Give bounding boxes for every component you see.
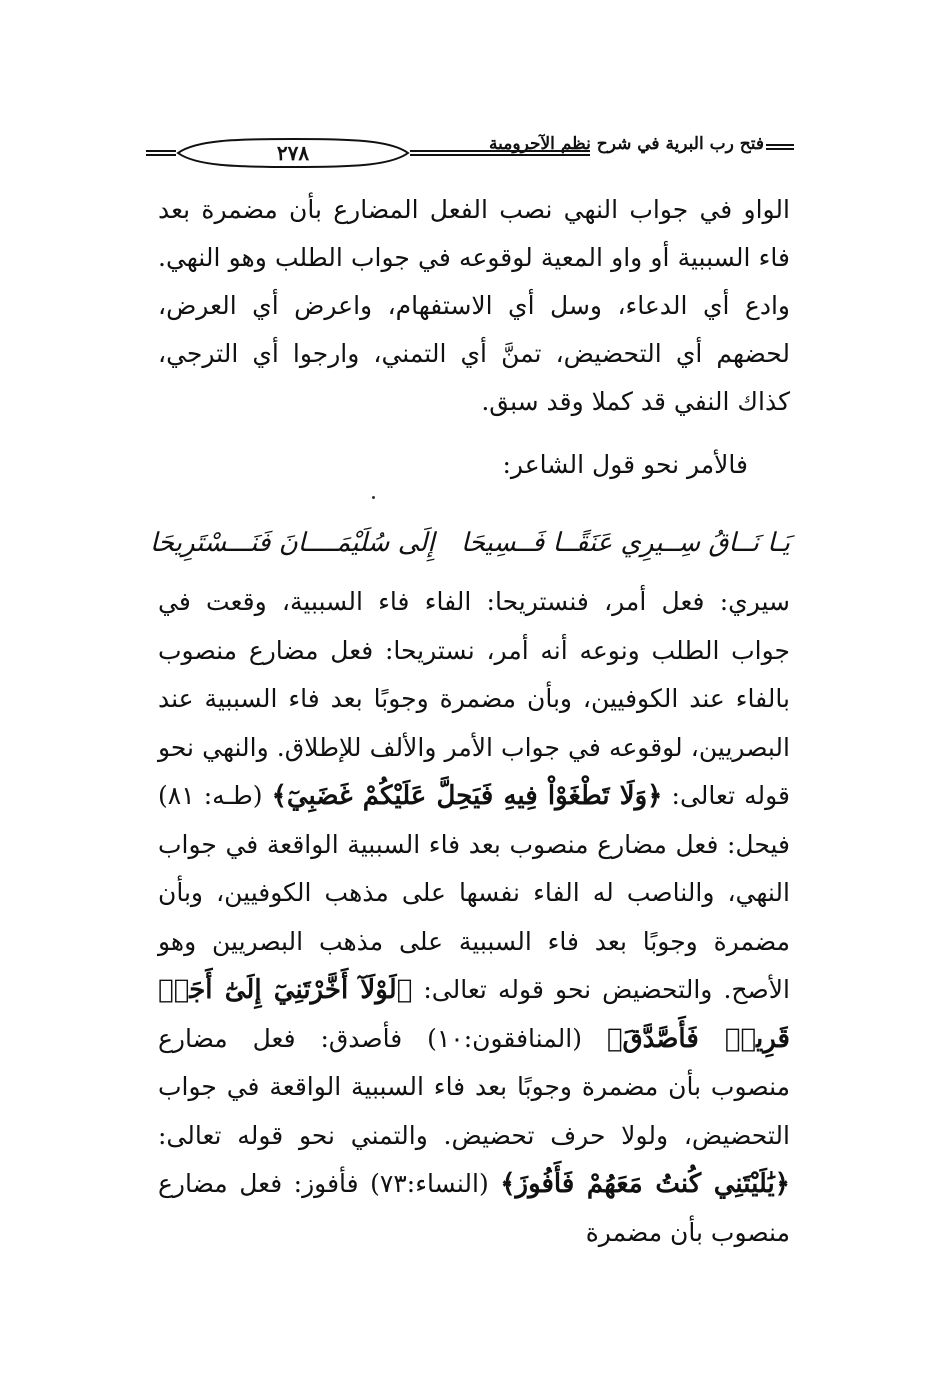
paragraph-2-part-1: سيري: فعل أمر، فنستريحا: الفاء فاء السببية، وقعت في جواب الطلب ونوعه أنه أمر، نستريحا: فعل مضارع منصوب بالفاء عند الكوفيين، وبأن مضمرة وجوبًا بعد فاء السببية عند البصريين، لوقوعه في جواب الأمر والألف للإطلاق. والنهي نحو قوله تعالى: — [158, 587, 790, 810]
verse-second-hemistich: إِلَى سُلَيْمَــــانَ فَنَـــسْتَرِيحَا — [150, 528, 435, 558]
running-header — [140, 134, 800, 174]
quran-verse-nisa: ﴿يَٰلَيْتَنِي كُنتُ مَعَهُمْ فَأَفُوزَ﴾ — [500, 1169, 790, 1199]
poem-intro: فالأمر نحو قول الشاعر: — [502, 450, 748, 479]
header-rule-left — [146, 150, 176, 156]
header-rule-right — [766, 144, 794, 150]
poetry-verse — [150, 520, 790, 570]
page-number: ٢٧٨ — [276, 141, 310, 165]
quran-verse-taha: ﴿وَلَا تَطْغَوْاْ فِيهِ فَيَحِلَّ عَلَيْكُمْ غَضَبِيٓ﴾ — [271, 781, 663, 811]
quran-verse-munafiqun: ﴿لَوْلَآ أَخَّرْتَنِيٓ إِلَىٰٓ أَجَلٖ قَرِيبٖ فَأَصَّدَّقَ﴾ — [158, 975, 790, 1054]
book-title: فتح رب البرية في شرح نظم الآجرومية — [489, 134, 764, 154]
paragraph-2-part-4: (النساء:٧٣) فأفوز: فعل مضارع منصوب بأن مضمرة — [158, 1169, 790, 1247]
paragraph-2 — [158, 578, 790, 1257]
paragraph-1: الواو في جواب النهي نصب الفعل المضارع بأن مضمرة بعد فاء السببية أو واو المعية لوقوعه في جواب الطلب وهو النهي. وادع أي الدعاء، وسل أي الاستفهام، واعرض أي العرض، لحضهم أي التحضيض، تمنَّ أي التمني، وارجوا أي الترجي، كذاك النفي قد كملا وقد سبق. — [158, 195, 790, 416]
paragraph-2-part-2: (طـه: ٨١) فيحل: فعل مضارع منصوب بعد فاء السببية الواقعة في جواب النهي، والناصب له الفاء نفسها على مذهب الكوفيين، وبأن مضمرة وجوبًا بعد فاء السببية على مذهب البصريين وهو الأصح. والتحضيض نحو قوله تعالى: — [158, 781, 790, 1004]
paragraph-2-part-3: (المنافقون:١٠) فأصدق: فعل مضارع منصوب بأن مضمرة وجوبًا بعد فاء السببية الواقعة في جواب التحضيض، ولولا حرف تحضيض. والتمني نحو قوله تعالى: — [158, 1023, 790, 1150]
verse-first-hemistich: يَـا نَــاقُ سِــيرِي عَنَقًــا فَــسِيحَا — [460, 528, 790, 558]
ornament-dot — [372, 496, 375, 499]
